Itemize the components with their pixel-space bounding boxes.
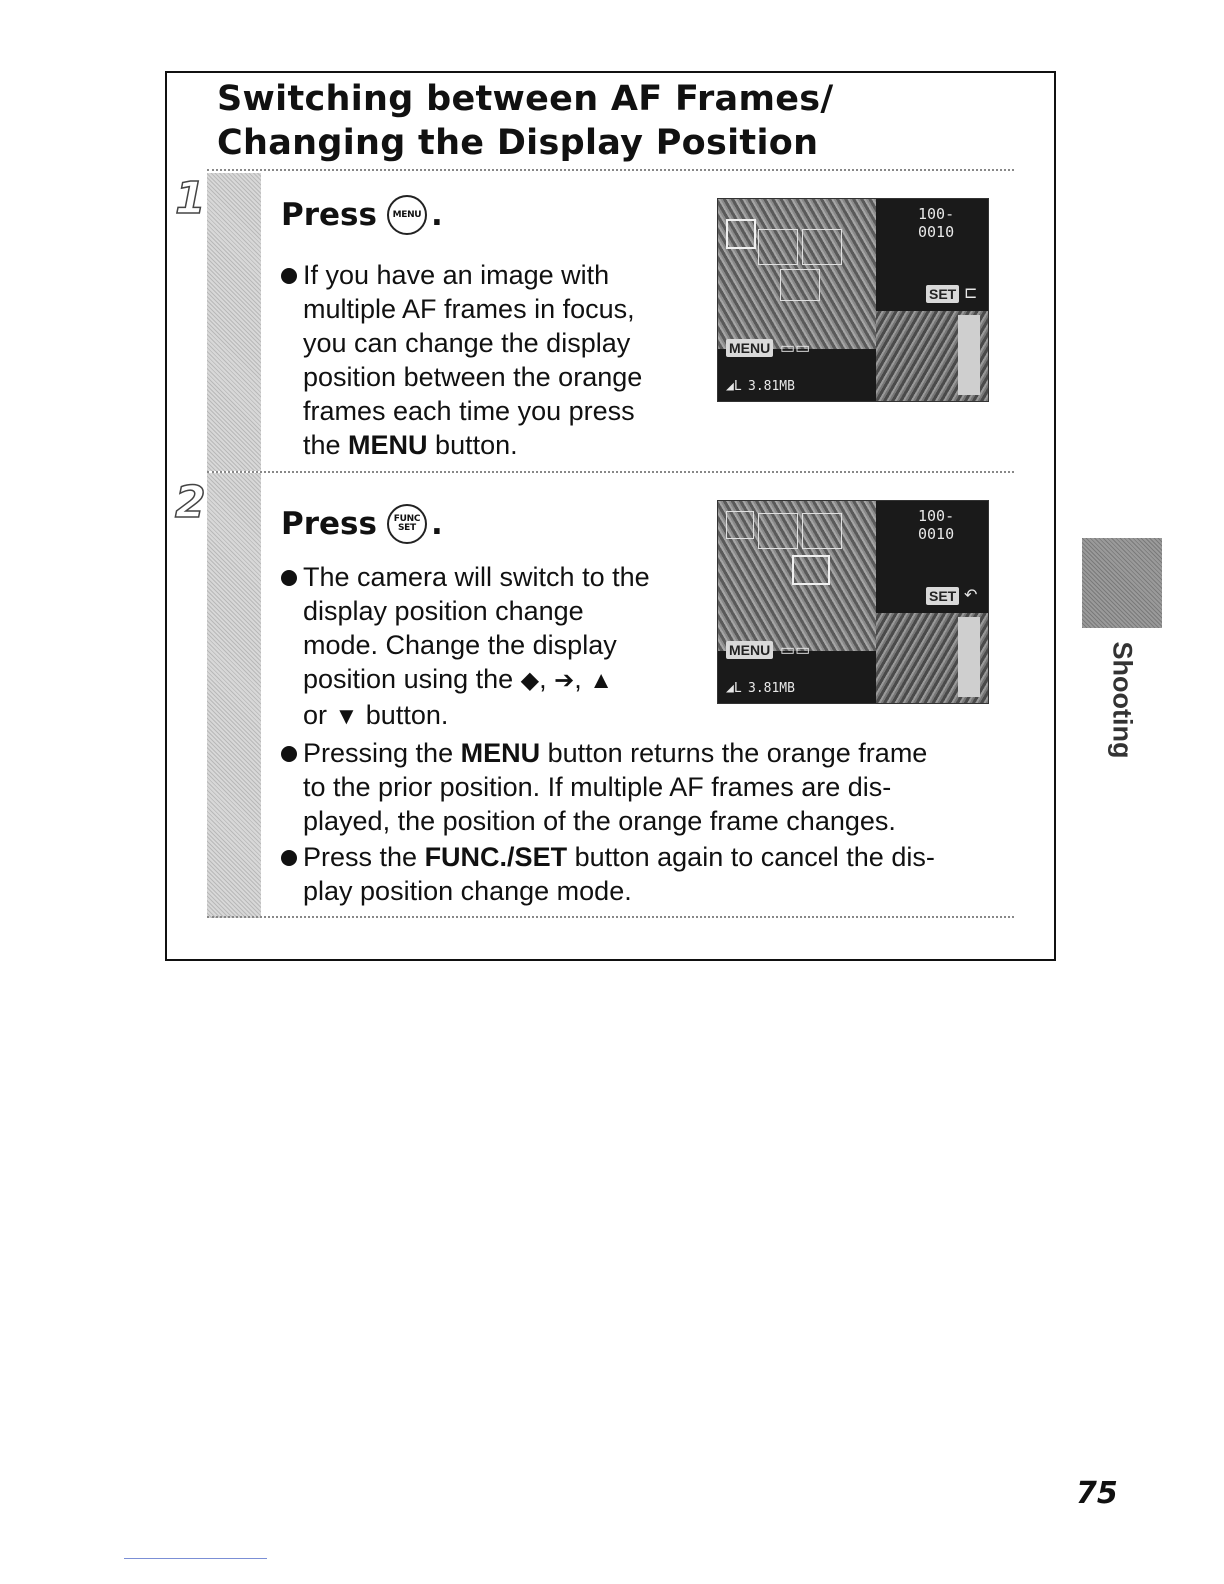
lcd-screenshot-2 — [717, 500, 989, 704]
step-1-period: . — [430, 197, 443, 233]
menu-bold: MENU — [348, 430, 428, 460]
bullet-line: play position change mode. — [303, 876, 632, 906]
af-frames-icon: ▭▭ — [780, 340, 811, 357]
down-arrow-icon: ▼ — [334, 703, 359, 730]
step-2-bullet-2 — [281, 736, 935, 838]
lcd-set-tag: SET — [926, 587, 959, 605]
step-2-bullet-3 — [281, 840, 935, 908]
func-set-button-icon — [387, 504, 427, 544]
af-frame-orange — [726, 219, 756, 249]
step-2-press-label: Press — [281, 506, 377, 542]
text-part: the — [303, 430, 349, 460]
step-divider — [207, 471, 1014, 475]
title-line-2: Changing the Display Position — [217, 123, 819, 163]
lcd-set-tag: SET — [926, 285, 959, 303]
step-2-number: 2 — [175, 477, 206, 528]
text-part: Pressing the — [303, 738, 461, 768]
chapter-tab-label: Shooting — [1107, 641, 1138, 759]
step-1-strip — [207, 173, 261, 471]
bullet-line — [303, 428, 642, 462]
text-part: button. — [358, 700, 449, 730]
af-frame — [802, 229, 842, 265]
bullet-line: frames each time you press — [303, 396, 635, 426]
text-part: or — [303, 700, 335, 730]
bullet-line: position between the orange — [303, 362, 643, 392]
menu-bold: MENU — [460, 738, 541, 768]
menu-button-icon — [387, 195, 427, 235]
bullet-line: played, the position of the orange frame changes. — [303, 806, 896, 836]
text-part: button. — [427, 430, 518, 460]
af-frame — [726, 511, 754, 539]
menu-button-icon-text: MENU — [392, 209, 422, 220]
return-icon: ↶ — [964, 587, 978, 604]
bullet-line — [303, 736, 935, 770]
bullet-line: multiple AF frames in focus, — [303, 294, 635, 324]
func-icon-bottom: SET — [398, 523, 416, 533]
page-number: 75 — [1076, 1476, 1118, 1511]
step-2-strip — [207, 473, 261, 918]
af-frame — [780, 269, 820, 301]
bullet-line: to the prior position. If multiple AF frames are dis- — [303, 772, 892, 802]
left-arrow-icon: ◆ — [520, 667, 540, 694]
step-2-period: . — [430, 506, 443, 542]
step-1-heading — [281, 195, 443, 235]
lcd-menu-tag: MENU — [726, 339, 773, 357]
step-1-bullets — [281, 258, 642, 462]
text-part: button again to cancel the dis- — [567, 842, 935, 872]
func-set-bold: FUNC./SET — [424, 842, 568, 872]
lcd-menu-tag: MENU — [726, 641, 773, 659]
bullet-line — [303, 840, 935, 874]
step-1-press-label: Press — [281, 197, 377, 233]
lcd-file-size: 3.81MB — [748, 379, 795, 394]
lcd-file-number: 100-0010 — [918, 507, 955, 543]
up-arrow-icon: ▲ — [589, 667, 614, 694]
af-frames-icon: ▭▭ — [780, 642, 811, 659]
af-frame-orange — [792, 555, 830, 585]
step-2-heading — [281, 504, 443, 544]
bullet-line: mode. Change the display — [303, 630, 617, 660]
bottom-edge-line — [124, 1558, 267, 1559]
instruction-box — [165, 71, 1056, 961]
lcd-file-size: 3.81MB — [748, 681, 795, 696]
right-arrow-icon: ➔ — [554, 667, 575, 694]
lcd-thumbnail — [876, 311, 988, 401]
lcd-screenshot-1 — [717, 198, 989, 402]
section-title — [217, 77, 833, 165]
text-part: position using the — [303, 664, 521, 694]
step-1-number: 1 — [175, 173, 206, 224]
bullet-line: display position change — [303, 596, 584, 626]
lcd-thumbnail — [876, 613, 988, 703]
bottom-divider — [207, 916, 1014, 920]
lcd-quality: ◢L — [726, 379, 742, 394]
lcd-file-number: 100-0010 — [918, 205, 955, 241]
lcd-quality: ◢L — [726, 681, 742, 696]
bullet-line: The camera will switch to the — [303, 562, 650, 592]
text-part: Press the — [303, 842, 425, 872]
title-divider — [207, 169, 1014, 173]
bullet-line: position using the ◆, ➔, ▲ — [303, 664, 614, 694]
af-frame — [758, 513, 798, 549]
step-1-bullet — [281, 258, 642, 462]
title-line-1: Switching between AF Frames/ — [217, 79, 834, 119]
af-frame — [758, 229, 798, 265]
bullet-line: you can change the display — [303, 328, 631, 358]
chapter-tab — [1082, 538, 1162, 628]
func-icon-top: FUNC — [393, 514, 421, 524]
switch-frame-icon: ⊏ — [964, 285, 978, 302]
text-part: button returns the orange frame — [540, 738, 928, 768]
af-frame — [802, 513, 842, 549]
bullet-line: If you have an image with — [303, 260, 610, 290]
